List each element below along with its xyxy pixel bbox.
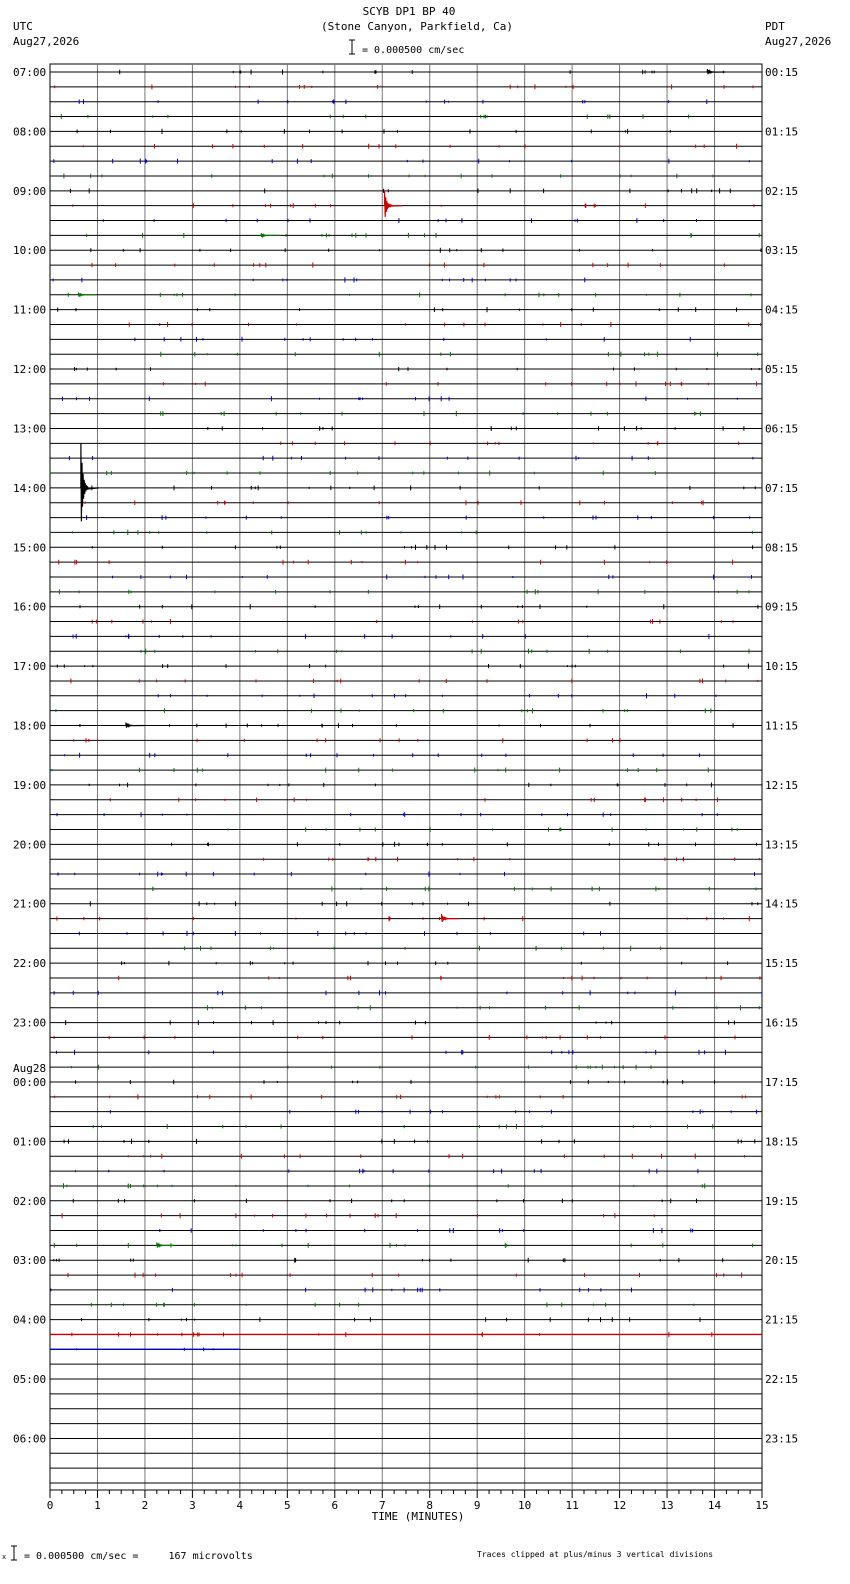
pdt-hour-label: 14:15 — [765, 897, 799, 911]
pdt-hour-label: 05:15 — [765, 363, 799, 377]
utc-hour-label: 05:00 — [13, 1373, 47, 1387]
utc-hour-label: 18:00 — [13, 719, 47, 733]
left-date-label: Aug27,2026 — [13, 35, 80, 48]
x-tick-label: 8 — [426, 1499, 434, 1512]
footer-scale-text: = 0.000500 cm/sec = 167 microvolts — [24, 1551, 253, 1562]
utc-hour-label: 00:00 — [13, 1075, 47, 1089]
utc-hour-label: 11:00 — [13, 303, 47, 317]
footer-scale-bar-icon — [11, 1546, 17, 1560]
seismic-event — [126, 723, 144, 728]
clip-note: Traces clipped at plus/minus 3 vertical divisions — [477, 1550, 714, 1559]
utc-hour-label: 16:00 — [13, 600, 47, 614]
utc-hour-label: 07:00 — [13, 66, 47, 79]
x-tick-label: 4 — [236, 1499, 244, 1512]
pdt-hour-label: 16:15 — [765, 1016, 799, 1030]
x-tick-label: 12 — [612, 1499, 627, 1512]
utc-hour-label: 13:00 — [13, 422, 47, 436]
chart-header — [13, 5, 831, 56]
pdt-hour-label: 12:15 — [765, 778, 799, 792]
pdt-hour-label: 19:15 — [765, 1194, 799, 1208]
x-tick-label: 7 — [378, 1499, 386, 1512]
right-timezone-label: PDT — [765, 20, 785, 33]
x-tick-label: 3 — [189, 1499, 196, 1512]
pdt-hour-label: 08:15 — [765, 541, 799, 555]
left-timezone-label: UTC — [13, 20, 33, 33]
seismic-event — [707, 69, 725, 74]
x-tick-label: 5 — [284, 1499, 291, 1512]
pdt-hour-label: 18:15 — [765, 1135, 799, 1149]
utc-hour-label: 19:00 — [13, 778, 47, 792]
pdt-hour-label: 03:15 — [765, 244, 799, 258]
x-tick-label: 11 — [565, 1499, 579, 1512]
utc-hour-label: 23:00 — [13, 1016, 47, 1030]
seismic-event — [385, 191, 403, 217]
pdt-hour-label: 10:15 — [765, 660, 799, 674]
utc-hour-label: 22:00 — [13, 957, 47, 971]
utc-hour-label: 20:00 — [13, 838, 47, 852]
seismic-event — [157, 1242, 175, 1247]
pdt-hour-label: 06:15 — [765, 422, 799, 436]
pdt-hour-label: 23:15 — [765, 1432, 799, 1446]
right-date-label: Aug27,2026 — [765, 35, 832, 48]
plot-grid — [50, 64, 762, 1490]
pdt-hour-label: 13:15 — [765, 838, 799, 852]
x-tick-label: 15 — [755, 1499, 769, 1512]
pdt-hour-label: 02:15 — [765, 184, 799, 198]
pdt-hour-label: 17:15 — [765, 1075, 799, 1089]
x-tick-label: 6 — [331, 1499, 339, 1512]
x-tick-label: 0 — [46, 1499, 54, 1512]
utc-hour-label: 15:00 — [13, 541, 47, 555]
pdt-hour-label: 11:15 — [765, 719, 799, 733]
pdt-hour-label: 09:15 — [765, 600, 799, 614]
seismic-event — [261, 233, 279, 237]
x-axis-label: TIME (MINUTES) — [371, 1510, 465, 1523]
utc-hour-label: 12:00 — [13, 363, 47, 377]
pdt-hour-label: 00:15 — [765, 66, 799, 79]
utc-hour-label: 14:00 — [13, 481, 47, 495]
utc-hour-label: 01:00 — [13, 1135, 47, 1149]
utc-hour-label: 10:00 — [13, 244, 47, 258]
chart-title: SCYB DP1 BP 40 — [362, 5, 456, 18]
footer-left-marker: x — [2, 1553, 7, 1561]
chart-subtitle: (Stone Canyon, Parkfield, Ca) — [320, 20, 514, 33]
pdt-hour-label: 20:15 — [765, 1254, 799, 1268]
utc-hour-label: 03:00 — [13, 1254, 47, 1268]
pdt-hour-label: 22:15 — [765, 1373, 799, 1387]
x-tick-label: 10 — [518, 1499, 532, 1512]
seismic-event — [81, 443, 99, 521]
utc-hour-label: 02:00 — [13, 1194, 47, 1208]
x-tick-label: 14 — [707, 1499, 722, 1512]
x-tick-label: 13 — [660, 1499, 674, 1512]
x-axis — [47, 1490, 769, 1512]
trace-layer — [50, 69, 762, 1483]
utc-hour-label: 08:00 — [13, 125, 47, 139]
pdt-hour-label: 21:15 — [765, 1313, 799, 1327]
utc-hour-label: 04:00 — [13, 1313, 47, 1327]
x-tick-label: 9 — [473, 1499, 481, 1512]
pdt-hour-label: 15:15 — [765, 957, 799, 971]
pdt-hour-label: 01:15 — [765, 125, 799, 139]
chart-footer — [2, 1546, 713, 1562]
scale-text: = 0.000500 cm/sec — [362, 45, 465, 56]
pdt-hour-label: 04:15 — [765, 303, 799, 317]
utc-hour-label: 17:00 — [13, 660, 47, 674]
pdt-hour-label: 07:15 — [765, 481, 799, 495]
seismic-event — [78, 293, 96, 297]
utc-date-change-label: Aug28 — [13, 1061, 47, 1075]
x-tick-label: 1 — [94, 1499, 101, 1512]
x-tick-label: 2 — [141, 1499, 149, 1512]
seismic-event — [442, 914, 460, 922]
plot-frame — [50, 64, 762, 1490]
utc-hour-label: 21:00 — [13, 897, 47, 911]
utc-hour-label: 09:00 — [13, 184, 47, 198]
scale-bar-icon — [349, 40, 355, 54]
utc-hour-label: 06:00 — [13, 1432, 47, 1446]
